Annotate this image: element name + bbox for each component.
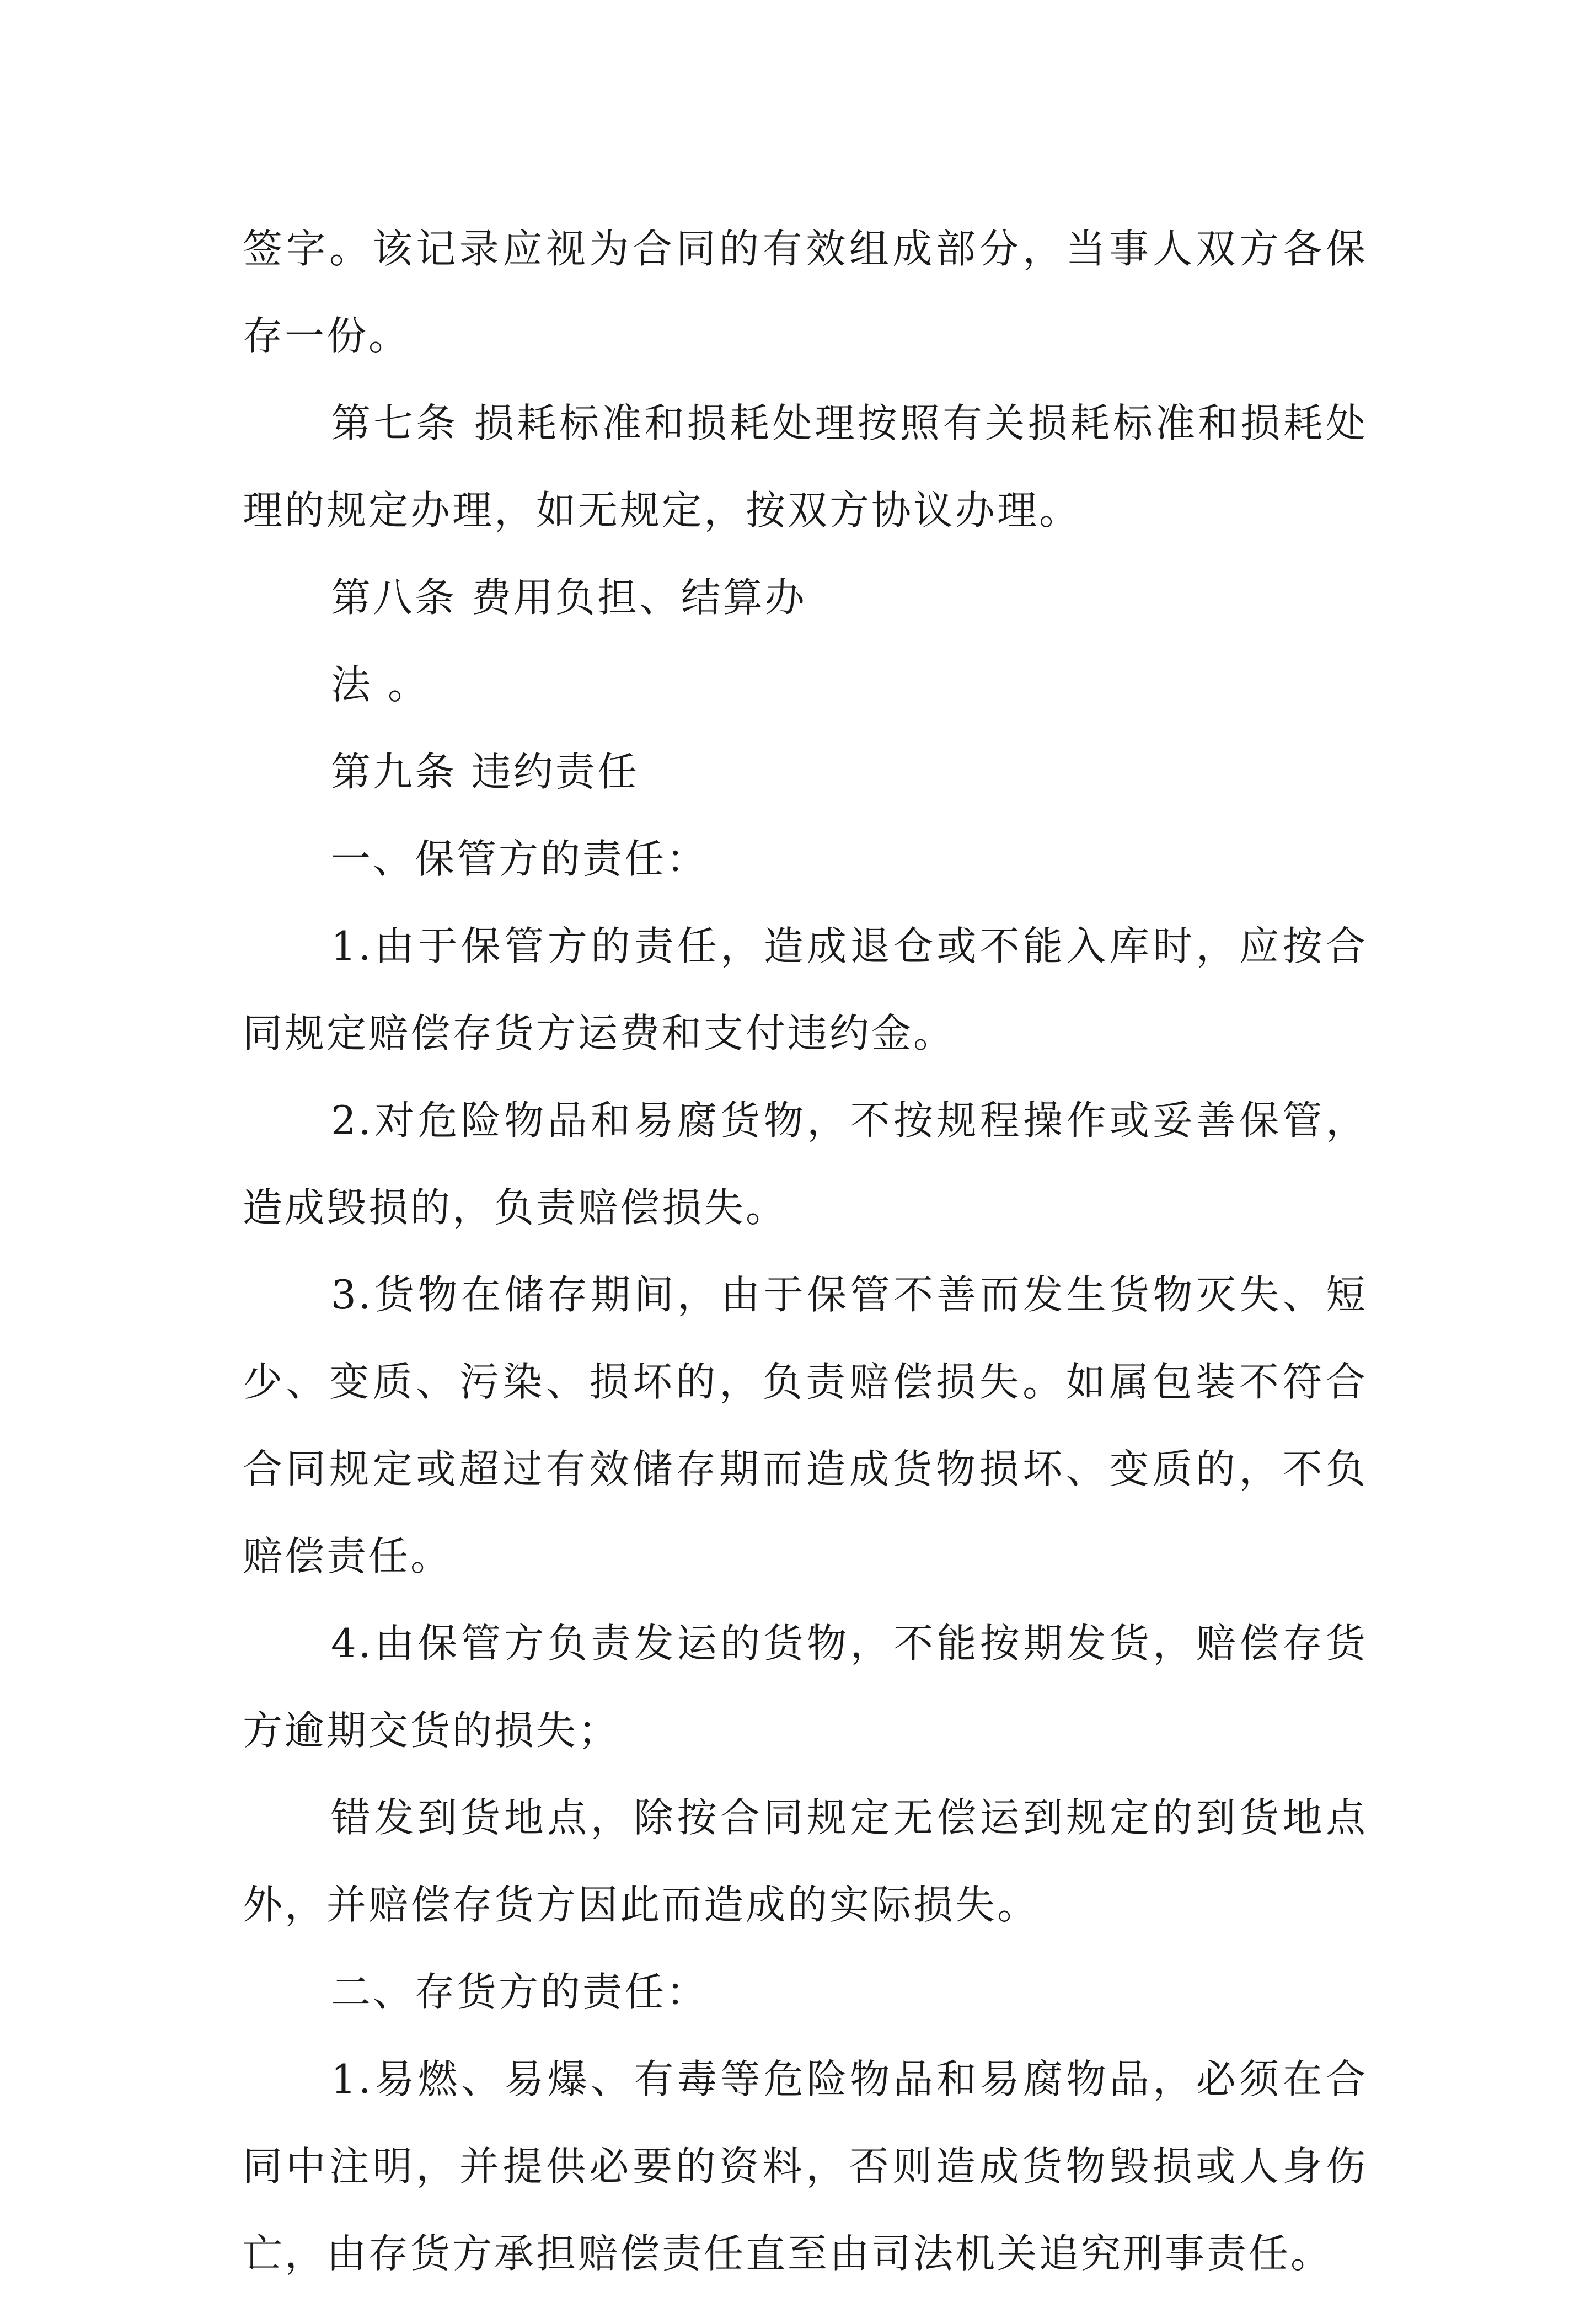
section-custodian-liability: 一、保管方的责任： xyxy=(331,836,709,882)
paragraph-article-8-cont: 法 。 xyxy=(331,661,430,708)
paragraph-signature-record: 签字。该记录应视为合同的有效组成部分，当事人双方各保存一份。 xyxy=(243,226,1368,359)
paragraph-article-7: 第七条 损耗标准和损耗处理按照有关损耗标准和损耗处理的规定办理，如无规定，按双方协议办理。 xyxy=(243,400,1368,533)
paragraph-article-8: 第八条 费用负担、结算办 xyxy=(331,574,807,621)
paragraph-article-9: 第九条 违约责任 xyxy=(331,749,639,795)
clause-custodian-4: 4.由保管方负责发运的货物，不能按期发货，赔偿存货方逾期交货的损失； xyxy=(243,1620,1368,1754)
document-body xyxy=(243,205,1368,2297)
clause-custodian-1: 1.由于保管方的责任，造成退仓或不能入库时，应按合同规定赔偿存货方运费和支付违约金。 xyxy=(243,923,1368,1056)
clause-custodian-4-cont: 错发到货地点，除按合同规定无偿运到规定的到货地点外，并赔偿存货方因此而造成的实际损失。 xyxy=(243,1794,1368,1928)
section-depositor-liability: 二、存货方的责任： xyxy=(331,1969,709,2015)
clause-custodian-2: 2.对危险物品和易腐货物，不按规程操作或妥善保管，造成毁损的，负责赔偿损失。 xyxy=(243,1097,1368,1231)
clause-depositor-1: 1.易燃、易爆、有毒等危险物品和易腐物品，必须在合同中注明，并提供必要的资料，否则造成货物毁损或人身伤亡，由存货方承担赔偿责任直至由司法机关追究刑事责任。 xyxy=(243,2056,1368,2277)
clause-custodian-3: 3.货物在储存期间，由于保管不善而发生货物灭失、短少、变质、污染、损坏的，负责赔偿损失。如属包装不符合合同规定或超过有效储存期而造成货物损坏、变质的，不负赔偿责任。 xyxy=(243,1272,1368,1579)
